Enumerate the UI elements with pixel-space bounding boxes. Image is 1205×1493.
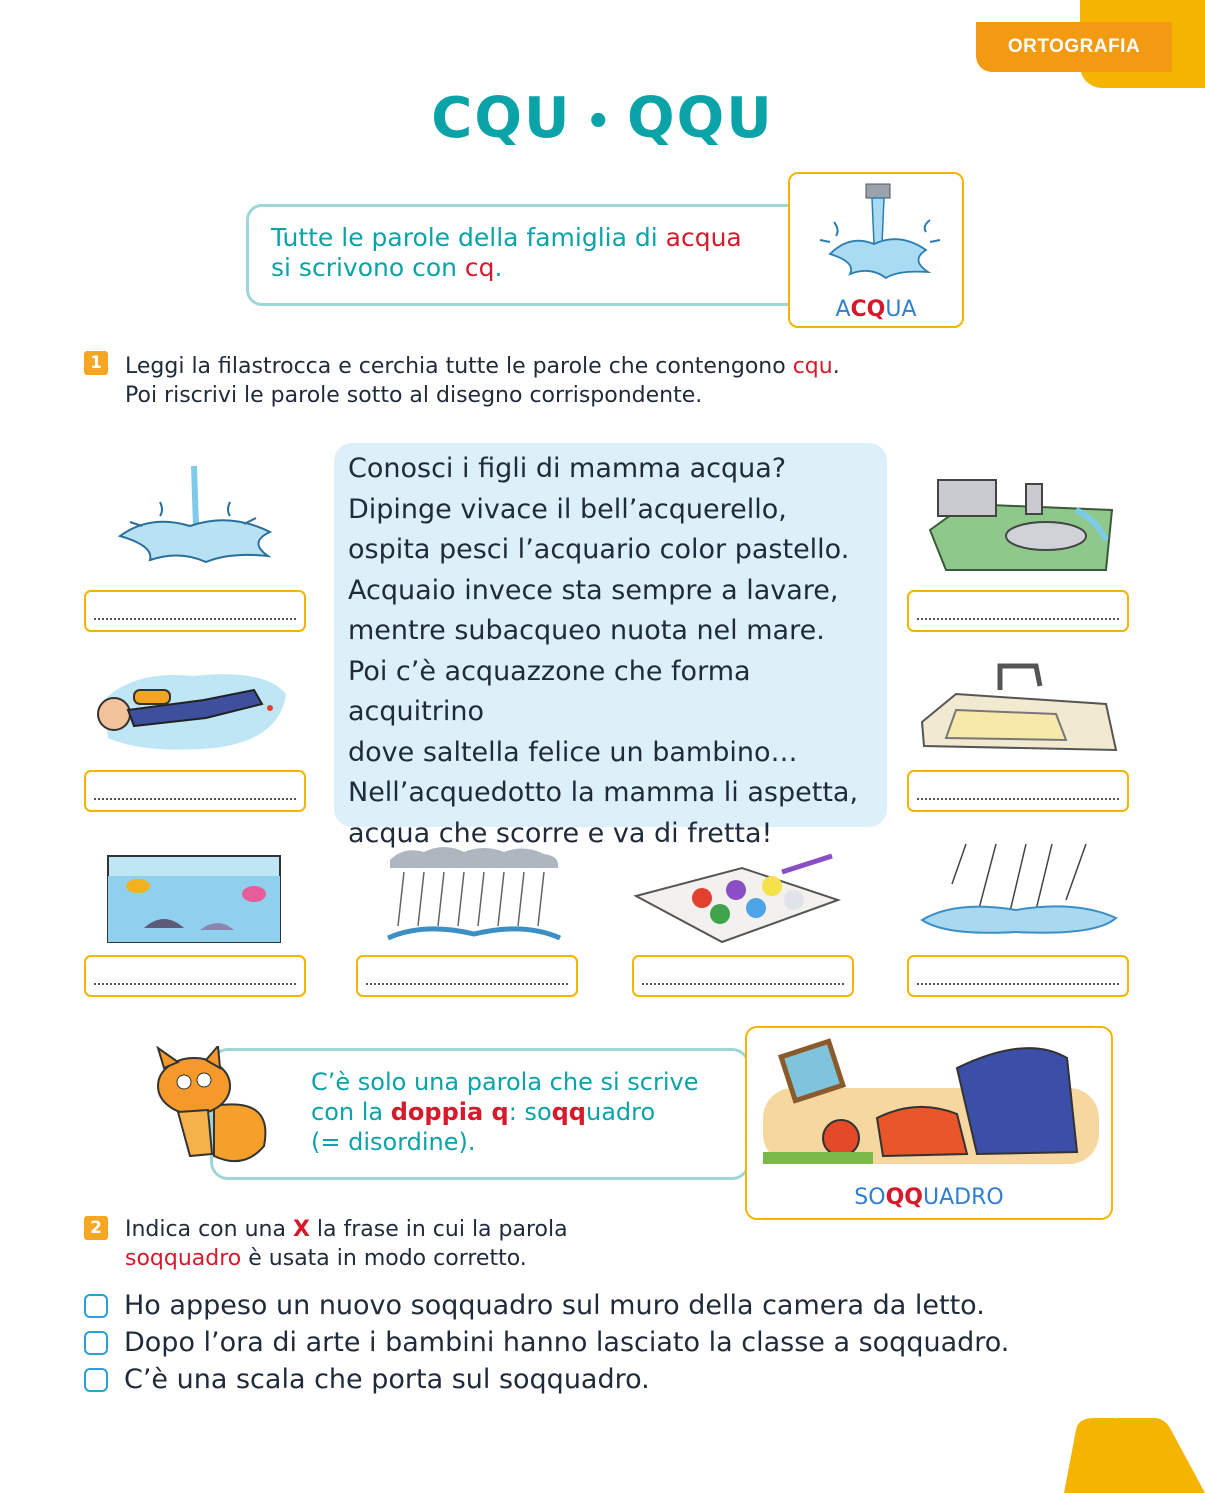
title-part-2: QQU	[627, 86, 774, 151]
option-2-text: Dopo l’ora di arte i bambini hanno lasciato la classe a soqquadro.	[124, 1327, 1010, 1358]
instruction-text: è usata in modo corretto.	[241, 1246, 527, 1271]
caption-text: A	[835, 297, 851, 322]
poem-line: Acquaio invece sta sempre a lavare,	[348, 574, 839, 606]
answer-box-sink[interactable]	[907, 770, 1129, 812]
instruction-text: la frase in cui la parola	[309, 1217, 568, 1242]
rule-text: si scrivono con	[271, 253, 465, 282]
answer-box-diver[interactable]	[84, 770, 306, 812]
instruction-line-2: Poi riscrivi le parole sotto al disegno corrispondente.	[125, 383, 703, 408]
caption-text: UADRO	[922, 1185, 1004, 1210]
acqua-illustration-card	[788, 172, 964, 328]
tip-highlight-qq: qq	[551, 1098, 586, 1126]
faucet-splash-icon	[790, 174, 966, 302]
instruction-text: Leggi la filastrocca e cerchia tutte le parole che contengono	[125, 354, 793, 379]
page-number: 29	[1093, 1396, 1127, 1424]
exercise-1-instructions	[125, 352, 1005, 410]
rule-box	[246, 204, 806, 306]
poem-line: dove saltella felice un bambino…	[348, 736, 798, 768]
exercise-2-number: 2	[84, 1216, 108, 1240]
rain-storm-icon	[384, 842, 564, 946]
x-mark: X	[292, 1217, 310, 1242]
tip-line-2	[311, 1097, 727, 1127]
caption-highlight: QQ	[885, 1185, 923, 1210]
option-2-checkbox[interactable]	[84, 1331, 108, 1355]
tip-text: con la	[311, 1098, 391, 1126]
tip-line-3: (= disordine).	[311, 1128, 476, 1156]
caption-text: SO	[854, 1185, 886, 1210]
water-splash-icon	[110, 466, 280, 576]
page-number-badge	[1064, 1418, 1205, 1493]
poem-line: ospita pesci l’acquario color pastello.	[348, 534, 850, 565]
page-title	[0, 86, 1205, 151]
instruction-highlight: soqquadro	[125, 1246, 242, 1271]
answer-box-palette[interactable]	[632, 955, 854, 997]
soqquadro-caption	[747, 1185, 1111, 1210]
aqueduct-icon	[926, 470, 1116, 576]
tip-box	[210, 1048, 750, 1180]
soqquadro-illustration-card	[745, 1026, 1113, 1220]
fox-mascot-icon	[134, 1046, 284, 1172]
poem-line: Conosci i figli di mamma acqua?	[348, 453, 787, 484]
poem-line: acqua che scorre e va di fretta!	[348, 817, 773, 849]
rule-line-1	[271, 223, 781, 253]
title-part-1: CQU	[431, 86, 572, 151]
messy-room-icon	[747, 1028, 1115, 1178]
option-3	[84, 1364, 650, 1395]
rule-highlight-cq: cq	[464, 253, 495, 282]
option-2	[84, 1327, 1009, 1358]
option-1	[84, 1290, 985, 1321]
poem-line: Nell’acquedotto la mamma li aspetta,	[348, 777, 859, 808]
caption-text: UA	[885, 297, 917, 322]
poem-line: mentre subacqueo nuota nel mare.	[348, 615, 825, 646]
instruction-highlight: cqu	[792, 354, 833, 379]
option-1-checkbox[interactable]	[84, 1294, 108, 1318]
answer-box-splash[interactable]	[84, 590, 306, 632]
tip-text: : so	[508, 1098, 552, 1126]
poem-box	[334, 443, 887, 849]
exercise-2-instructions	[125, 1215, 745, 1273]
tip-highlight-doppia-q: doppia q	[390, 1098, 509, 1126]
sink-icon	[916, 660, 1120, 760]
instruction-text: .	[832, 354, 840, 379]
caption-highlight: CQ	[850, 297, 886, 322]
option-1-text: Ho appeso un nuovo soqquadro sul muro della camera da letto.	[124, 1290, 985, 1321]
option-3-checkbox[interactable]	[84, 1368, 108, 1392]
watercolor-palette-icon	[632, 850, 844, 946]
answer-box-rain[interactable]	[356, 955, 578, 997]
answer-box-aquarium[interactable]	[84, 955, 306, 997]
instruction-text: Indica con una	[125, 1217, 293, 1242]
rule-highlight-acqua: acqua	[665, 223, 742, 252]
rule-text: .	[494, 253, 503, 282]
answer-box-aqueduct[interactable]	[907, 590, 1129, 632]
section-tab: ORTOGRAFIA	[976, 22, 1172, 72]
title-separator: •	[585, 98, 614, 145]
poem-line: Dipinge vivace il bell’acquerello,	[348, 493, 787, 525]
tip-line-1: C’è solo una parola che si scrive	[311, 1068, 699, 1096]
scuba-diver-icon	[94, 660, 294, 756]
puddle-marsh-icon	[916, 840, 1122, 940]
tip-text: uadro	[585, 1098, 656, 1126]
poem-line: Poi c’è acquazzone che forma acquitrino	[348, 655, 751, 727]
rule-text: Tutte le parole della famiglia di	[271, 223, 666, 252]
aquarium-icon	[104, 850, 286, 948]
rule-line-2	[271, 253, 781, 283]
acqua-caption	[790, 297, 962, 322]
answer-box-puddle[interactable]	[907, 955, 1129, 997]
exercise-1-number: 1	[84, 351, 108, 375]
option-3-text: C’è una scala che porta sul soqquadro.	[124, 1364, 650, 1395]
